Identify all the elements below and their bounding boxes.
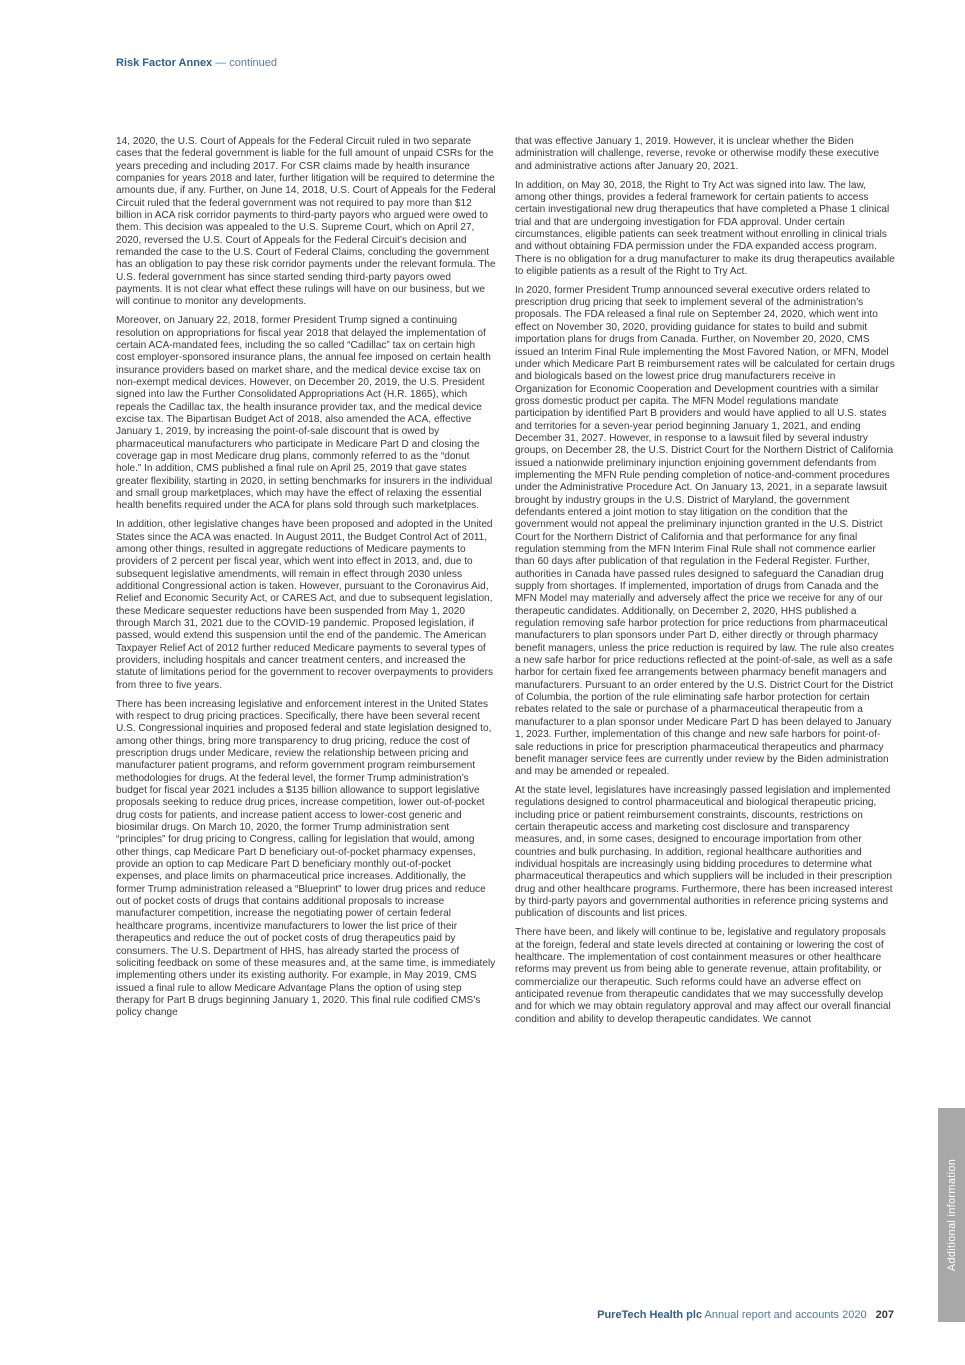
side-tab-label: Additional information	[945, 1158, 958, 1272]
page-footer	[597, 1309, 894, 1321]
paragraph: There have been, and likely will continue to be, legislative and regulatory proposals at the foreign, federal and state levels directed at containing or lowering the cost of healthcare. The implementation of cost containment measures or other healthcare reforms may prevent us from being able to generate revenue, attain profitability, or commercialize our therapeutic. Such reforms could have an adverse effect on anticipated revenue from therapeutic candidates that we may successfully develop and for which we may obtain regulatory approval and may affect our overall financial condition and ability to develop therapeutic candidates. We cannot	[515, 927, 891, 1025]
paragraph: In addition, other legislative changes have been proposed and adopted in the United States since the ACA was enacted. In August 2011, the Budget Control Act of 2011, among other things, resulted in aggregate reductions of Medicare payments to providers of 2 percent per fiscal year, which went into effect in 2013, and, due to subsequent legislative amendments, will remain in effect through 2030 unless additional Congressional action is taken. However, pursuant to the Coronavirus Aid, Relief and Economic Security Act, or CARES Act, and due to subsequent legislation, these Medicare sequester reductions have been suspended from May 1, 2020 through March 31, 2021 due to the COVID-19 pandemic. Proposed legislation, if passed, would extend this suspension until the end of the pandemic. The American Taxpayer Relief Act of 2012 further reduced Medicare payments to several types of providers, including hospitals and cancer treatment centers, and increased the statute of limitations period for the government to recover overpayments to providers from three to five years.	[116, 519, 494, 691]
paragraph: In addition, on May 30, 2018, the Right to Try Act was signed into law. The law, among other things, provides a federal framework for certain patients to access certain investigational new drug therapeutics that have completed a Phase 1 clinical trial and that are undergoing investigation for FDA approval. Under certain circumstances, eligible patients can seek treatment without enrolling in clinical trials and without obtaining FDA permission under the FDA expanded access program. There is no obligation for a drug manufacturer to make its drug therapeutics available to eligible patients as a result of the Right to Try Act.	[515, 179, 895, 277]
running-header	[116, 57, 277, 69]
report-title: Annual report and accounts 2020	[704, 1309, 867, 1321]
company-name: PureTech Health plc	[597, 1309, 703, 1321]
paragraph: At the state level, legislatures have increasingly passed legislation and implemented regulations designed to control pharmaceutical and biological therapeutic pricing, including price or patient reimbursement constraints, discounts, restrictions on certain therapeutic access and marketing cost disclosure and transparency measures, and, in some cases, designed to encourage importation from other countries and bulk purchasing. In addition, regional healthcare authorities and individual hospitals are increasingly using bidding procedures to determine what pharmaceutical therapeutics and which suppliers will be included in their prescription drug and other healthcare programs. Furthermore, there has been increased interest by third-party payors and governmental authorities in reference pricing systems and publication of discounts and list prices.	[515, 785, 893, 920]
section-side-tab[interactable]	[938, 1108, 965, 1322]
continued-label: — continued	[212, 57, 278, 69]
paragraph: 14, 2020, the U.S. Court of Appeals for the Federal Circuit ruled in two separate cases that the federal government is liable for the full amount of unpaid CSRs for the years preceding and including 2017. For CSR claims made by health insurance companies for years 2018 and later, further litigation will be required to determine the amounts due, if any. Further, on June 14, 2018, U.S. Court of Appeals for the Federal Circuit ruled that the federal government was not required to pay more than $12 billion in ACA risk corridor payments to third-party payors who argued were owed to them. This decision was appealed to the U.S. Supreme Court, which on April 27, 2020, reversed the U.S. Court of Appeals for the Federal Circuit’s decision and remanded the case to the U.S. Court of Federal Claims, concluding the government has an obligation to pay these risk corridor payments under the relevant formula. The U.S. federal government has since started sending third-party payors owed payments. It is not clear what effect these rulings will have on our business, but we will continue to monitor any developments.	[116, 136, 496, 308]
paragraph: that was effective January 1, 2019. However, it is unclear whether the Biden administration will challenge, reverse, revoke or otherwise modify these executive and administrative actions after January 20, 2021.	[515, 136, 880, 172]
right-column	[515, 136, 895, 1033]
section-title: Risk Factor Annex	[116, 57, 213, 69]
paragraph: Moreover, on January 22, 2018, former President Trump signed a continuing resolution on appropriations for fiscal year 2018 that delayed the implementation of certain ACA-mandated fees, including the so called “Cadillac” tax on certain high cost employer-sponsored insurance plans, the annual fee imposed on certain health insurance providers based on market share, and the medical device excise tax on non-exempt medical devices. However, on December 20, 2019, the U.S. President signed into law the Further Consolidated Appropriations Act (H.R. 1865), which repeals the Cadillac tax, the health insurance provider tax, and the medical device excise tax. The Bipartisan Budget Act of 2018, also amended the ACA, effective January 1, 2019, by increasing the point-of-sale discount that is owed by pharmaceutical manufacturers who participate in Medicare Part D and closing the coverage gap in most Medicare drug plans, commonly referred to as the “donut hole.” In addition, CMS published a final rule on April 25, 2019 that gave states greater flexibility, starting in 2020, in setting benchmarks for insurers in the individual and small group marketplaces, which may have the effect of relaxing the essential health benefits required under the ACA for plans sold through such marketplaces.	[116, 315, 493, 512]
left-column	[116, 136, 496, 1026]
paragraph: There has been increasing legislative and enforcement interest in the United States with respect to drug pricing practices. Specifically, there have been several recent U.S. Congressional inquiries and proposed federal and state legislation designed to, among other things, bring more transparency to drug pricing, reduce the cost of prescription drugs under Medicare, review the relationship between pricing and manufacturer patient programs, and reform government program reimbursement methodologies for drugs. At the federal level, the former Trump administration’s budget for fiscal year 2021 includes a $135 billion allowance to support legislative proposals seeking to reduce drug prices, increase competition, lower out-of-pocket drug costs for patients, and increase patient access to lower-cost generic and biosimilar drugs. On March 10, 2020, the former Trump administration sent “principles” for drug pricing to Congress, calling for legislation that would, among other things, cap Medicare Part D beneficiary out-of-pocket pharmacy expenses, provide an option to cap Medicare Part D beneficiary monthly out-of-pocket expenses, and place limits on pharmaceutical price increases. Additionally, the former Trump administration released a “Blueprint” to lower drug prices and reduce out of pocket costs of drugs that contains additional proposals to increase manufacturer competition, increase the negotiating power of certain federal healthcare programs, incentivize manufacturers to lower the list price of their therapeutics and reduce the out of pocket costs of drug therapeutics paid by consumers. The U.S. Department of HHS, has already started the process of soliciting feedback on some of these measures and, at the same time, is immediately implementing others under its existing authority. For example, in May 2019, CMS issued a final rule to allow Medicare Advantage Plans the option of using step therapy for Part B drugs beginning January 1, 2020. This final rule codified CMS’s policy change	[116, 698, 496, 1019]
paragraph: In 2020, former President Trump announced several executive orders related to prescription drug pricing that seek to implement several of the administration’s proposals. The FDA released a final rule on September 24, 2020, which went into effect on November 30, 2020, providing guidance for states to build and submit importation plans for drugs from Canada. Further, on November 20, 2020, CMS issued an Interim Final Rule implementing the Most Favored Nation, or MFN, Model under which Medicare Part B reimbursement rates will be calculated for certain drugs and biologicals based on the lowest price drug manufacturers receive in Organization for Economic Cooperation and Development countries with a similar gross domestic product per capita. The MFN Model regulations mandate participation by identified Part B providers and would have applied to all U.S. states and territories for a seven-year period beginning January 1, 2021, and ending December 31, 2027. However, in response to a lawsuit filed by several industry groups, on December 28, the U.S. District Court for the Northern District of California issued a nationwide preliminary injunction enjoining government defendants from implementing the MFN Rule pending completion of notice-and-comment procedures under the Administrative Procedure Act. On January 13, 2021, in a separate lawsuit brought by industry groups in the U.S. District of Maryland, the government defendants entered a joint motion to stay litigation on the condition that the government would not appeal the preliminary injunction granted in the U.S. District Court for the Northern District of California and that performance for any final regulation stemming from the MFN Interim Final Rule shall not commence earlier than 60 days after publication of that regulation in the Federal Register. Further, authorities in Canada have passed rules designed to safeguard the Canadian drug supply from shortages. If implemented, importation of drugs from Canada and the MFN Model may materially and adversely affect the price we receive for any of our therapeutic candidates. Additionally, on December 2, 2020, HHS published a regulation removing safe harbor protection for price reductions from pharmaceutical manufacturers to plan sponsors under Part D, either directly or through pharmacy benefit managers, unless the price reduction is required by law. The rule also creates a new safe harbor for price reductions reflected at the point-of-sale, as well as a safe harbor for certain fixed fee arrangements between pharmacy benefit managers and manufacturers. Pursuant to an order entered by the U.S. District Court for the District of Columbia, the portion of the rule eliminating safe harbor protection for certain rebates related to the sale or purchase of a pharmaceutical therapeutic from a manufacturer to a plan sponsor under Medicare Part D has been delayed to January 1, 2023. Further, implementation of this change and new safe harbors for point-of-sale reductions in price for prescription pharmaceutical therapeutics and pharmacy benefit manager service fees are currently under review by the Biden administration and may be amended or repealed.	[515, 284, 895, 778]
page-number: 207	[875, 1309, 894, 1321]
